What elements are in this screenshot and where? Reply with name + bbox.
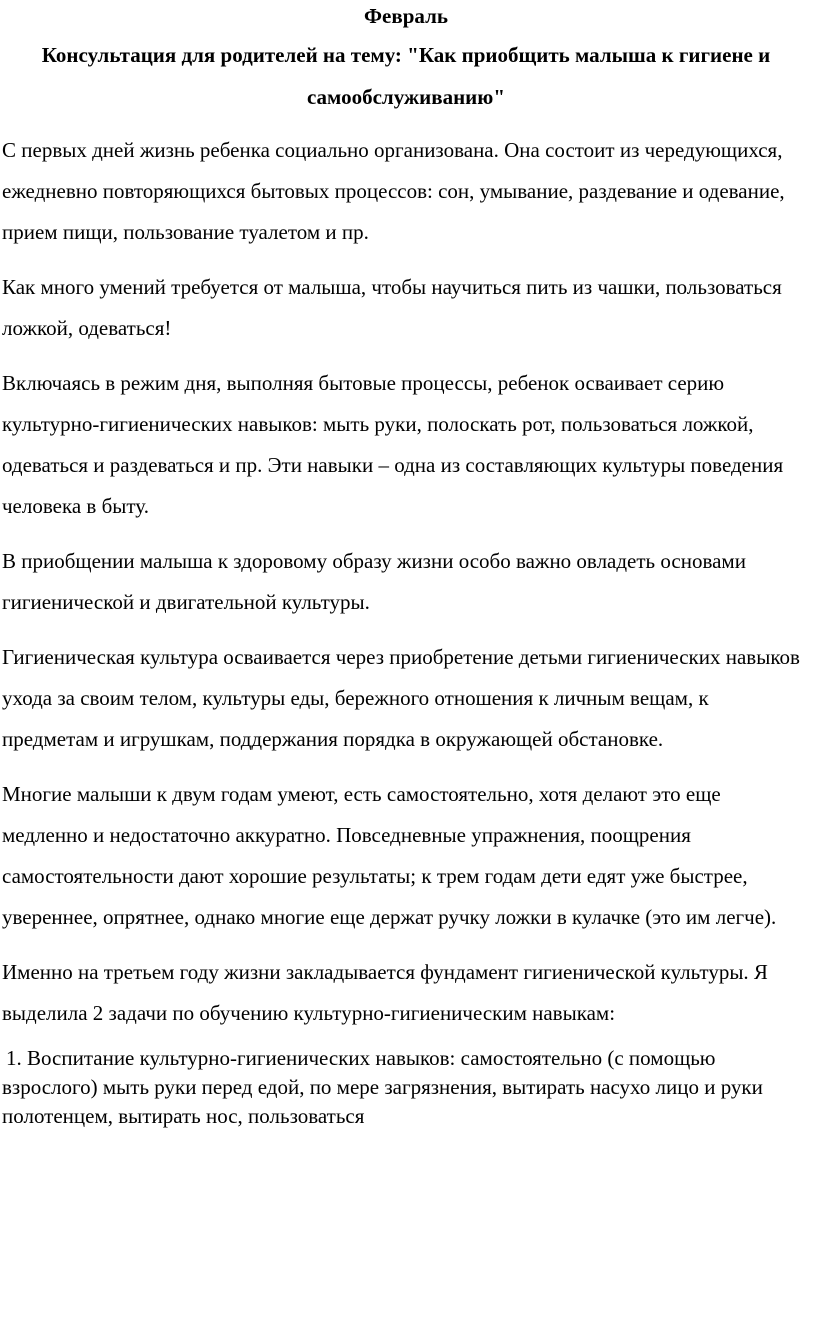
document-month: Февраль: [364, 4, 448, 28]
list-item-text: Воспитание культурно-гигиенических навыков: самостоятельно (с помощью взрослого) мыть руки перед едой, по мере загрязнения, вытирать насухо лицо и руки полотенцем, вытирать нос, пользоваться: [2, 1046, 763, 1128]
list-item-number: 1.: [6, 1046, 22, 1070]
paragraph-4: В приобщении малыша к здоровому образу жизни особо важно овладеть основами гигиенической и двигательной культуры.: [2, 549, 746, 614]
task-list: [2, 1044, 810, 1131]
paragraph-6: Многие малыши к двум годам умеют, есть самостоятельно, хотя делают это еще медленно и недостаточно аккуратно. Повседневные упражнения, поощрения самостоятельности дают хорошие результаты; к трем годам дети едят уже быстрее, увереннее, опрятнее, однако многие еще держат ручку ложки в кулачке (это им легче).: [2, 782, 777, 929]
paragraph-2: Как много умений требуется от малыша, чтобы научиться пить из чашки, пользоваться ложкой, одеваться!: [2, 275, 782, 340]
paragraph-5: Гигиеническая культура осваивается через приобретение детьми гигиенических навыков ухода за своим телом, культуры еды, бережного отношения к личным вещам, к предметам и игрушкам, поддержания порядка в окружающей обстановке.: [2, 645, 800, 751]
list-item: [2, 1044, 810, 1131]
paragraph-1: С первых дней жизнь ребенка социально организована. Она состоит из чередующихся, ежедневно повторяющихся бытовых процессов: сон, умывание, раздевание и одевание, прием пищи, пользование туалетом и пр.: [2, 138, 785, 244]
document-title: Консультация для родителей на тему: "Как приобщить малыша к гигиене и самообслуживанию": [41, 43, 771, 109]
paragraph-3: Включаясь в режим дня, выполняя бытовые процессы, ребенок осваивает серию культурно-гигиенических навыков: мыть руки, полоскать рот, пользоваться ложкой, одеваться и раздеваться и пр. Эти навыки – одна из составляющих культуры поведения человека в быту.: [2, 371, 784, 518]
paragraph-7: Именно на третьем году жизни закладывается фундамент гигиенической культуры. Я выделила 2 задачи по обучению культурно-гигиеническим навыкам:: [2, 960, 768, 1025]
